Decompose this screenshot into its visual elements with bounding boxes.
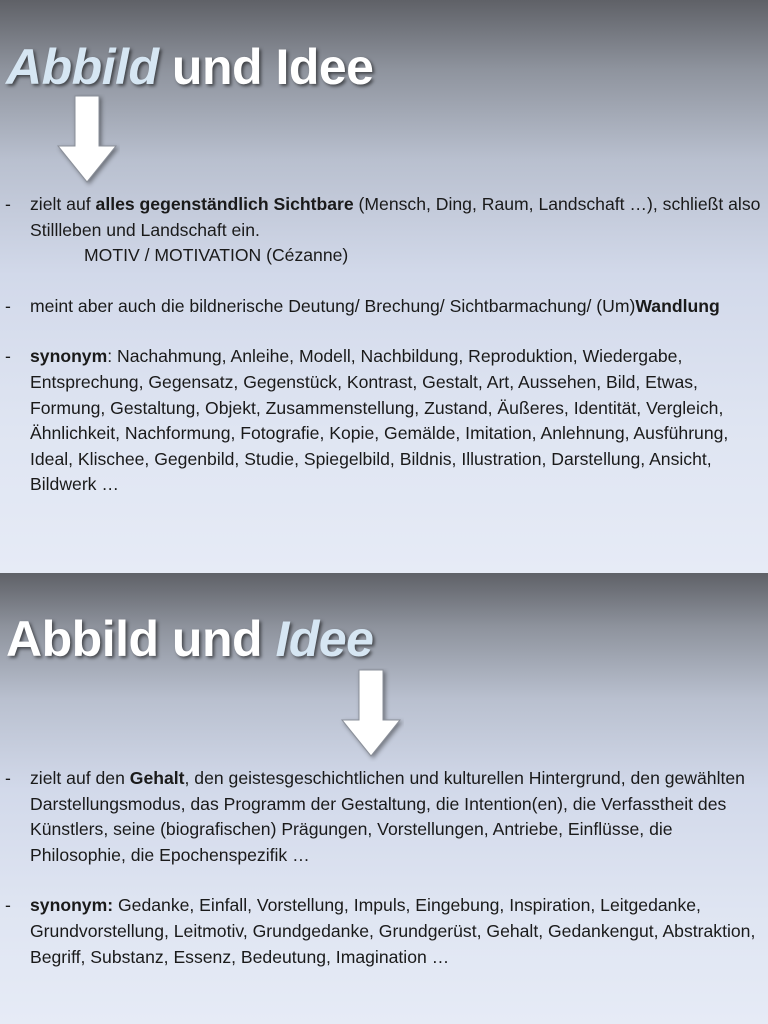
bullet-dash: - <box>5 768 11 788</box>
down-arrow-icon <box>338 668 404 762</box>
bullet-dash: - <box>5 295 11 316</box>
bullet-list <box>0 192 768 523</box>
slide-title <box>6 38 374 96</box>
bullet-text: , den geistesgeschichtlichen und kulturellen Hintergrund, den gewählten Darstellungsmodus, das Programm der Gestaltung, die Intention(en), die Verfasstheit des Künstlers, seine (biografischen) Prägungen, Vorstellungen, Antriebe, Einflüsse, die Philosophie, die Epochenspezifik … <box>30 768 745 865</box>
bullet-text: zielt auf <box>30 194 96 214</box>
list-item <box>0 766 768 868</box>
bullet-bold: synonym <box>30 346 108 367</box>
down-arrow-icon <box>54 94 120 188</box>
bullet-bold: Wandlung <box>635 295 720 316</box>
title-emphasis: Abbild <box>6 39 159 95</box>
list-item <box>0 893 768 970</box>
bullet-dash: - <box>5 895 11 916</box>
bullet-text: (Mensch, Ding, Raum, Landschaft …), schließt also Stillleben und Landschaft ein. <box>30 194 761 240</box>
bullet-bold: synonym: <box>30 895 114 916</box>
bullet-dash: - <box>5 194 11 214</box>
list-item <box>0 344 768 498</box>
list-item <box>0 192 768 269</box>
title-rest: und Idee <box>158 39 374 95</box>
bullet-text: zielt auf den <box>30 768 130 788</box>
list-item <box>0 294 768 320</box>
title-rest: Abbild und <box>6 611 276 667</box>
bullet-dash: - <box>5 346 11 367</box>
bullet-text: Gedanke, Einfall, Vorstellung, Impuls, Eingebung, Inspiration, Leitgedanke, Grundvorstellung, Leitmotiv, Grundgedanke, Grundgerüst, Gehalt, Gedankengut, Abstraktion, Begriff, Substanz, Essenz, Bedeutung, Imagination … <box>30 895 756 967</box>
title-emphasis: Idee <box>275 611 374 667</box>
slide-title <box>6 610 374 668</box>
bullet-text: meint aber auch die bildnerische Deutung/ Brechung/ Sichtbarmachung/ (Um) <box>30 295 636 316</box>
bullet-bold: Gehalt <box>129 768 185 788</box>
indent-line: MOTIV / MOTIVATION (Cézanne) <box>84 245 349 266</box>
slide-idee <box>0 573 768 1024</box>
bullet-bold: alles gegenständlich Sichtbare <box>95 194 354 214</box>
bullet-list <box>0 766 768 995</box>
bullet-text: : Nachahmung, Anleihe, Modell, Nachbildung, Reproduktion, Wiedergabe, Entsprechung, Gegensatz, Gegenstück, Kontrast, Gestalt, Art, Aussehen, Bild, Etwas, Formung, Gestaltung, Objekt, Zusammenstellung, Zustand, Äußeres, Identität, Vergleich, Ähnlichkeit, Nachformung, Fotografie, Kopie, Gemälde, Imitation, Anlehnung, Ausführung, Ideal, Klischee, Gegenbild, Studie, Spiegelbild, Bildnis, Illustration, Darstellung, Ansicht, Bildwerk … <box>30 346 729 495</box>
